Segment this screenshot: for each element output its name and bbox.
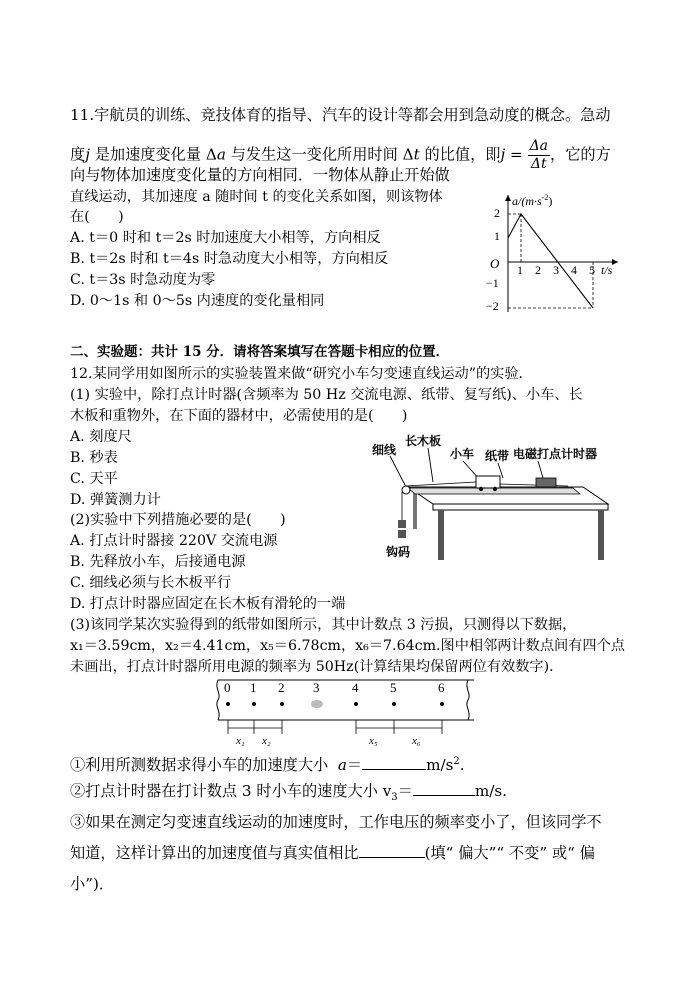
tape-dot-4 (354, 702, 358, 706)
graph-origin: O (490, 256, 500, 271)
x-tick-4: 4 (571, 263, 577, 277)
graph-ylabel: $a/(m\cdot s^{-2})$ (512, 193, 553, 208)
q12-opt2-d: D. 打点计时器应固定在长木板有滑轮的一端 (70, 596, 346, 612)
q11-option-d: D. 0～1s 和 0～5s 内速度的变化量相同 (70, 293, 325, 309)
tape-diagram (212, 676, 474, 748)
y-tick-neg1: −1 (486, 276, 499, 290)
seg-x1: x₁ (236, 735, 245, 747)
q11-line3: 向与物体加速度变化量的方向相同．一物体从静止开始做 (70, 166, 450, 184)
tape-label-3: 3 (313, 680, 320, 695)
y-tick-neg2: −2 (486, 299, 499, 313)
q11-option-c: C. t＝3s 时急动度为零 (70, 272, 216, 288)
label-board: 长木板 (405, 434, 442, 448)
q12-line2: (1) 实验中，除打点计时器(含频率为 50 Hz 交流电源、纸带、复写纸)、小车、长 (70, 387, 583, 403)
q12-part2: (2)实验中下列措施必要的是( ) (70, 512, 286, 528)
y-tick-2: 2 (494, 206, 500, 220)
label-timer: 电磁打点计时器 (513, 447, 598, 461)
q12-sub2: ②打点计时器在打计数点 3 时小车的速度大小 $v_3= m/s$. (70, 782, 507, 804)
tape-line (500, 484, 568, 486)
q11-line2: 度j 是加速度变化量 Δa 与发生这一变化所用时间 Δt 的比值，即j = $\frac{\Delta a}{\Delta t}$ ，它的方 (70, 138, 611, 172)
q11-line4: 直线运动，其加速度 a 随时间 t 的变化关系如图，则该物体 (70, 189, 443, 205)
q11-line5: 在( ) (70, 209, 124, 225)
q12-sub3-line1: ③如果在测定匀变速直线运动的加速度时，工作电压的频率变小了，但该同学不 (70, 813, 602, 831)
tape-dot-5 (392, 702, 396, 706)
tape-dot-6 (440, 702, 444, 706)
q12-opt1-d: D. 弹簧测力计 (70, 492, 161, 508)
q12-line3: 木板和重物外，在下面的器材中，必需使用的是( ) (70, 408, 408, 424)
label-tape: 纸带 (485, 449, 510, 463)
x-tick-1: 1 (517, 263, 523, 277)
q11-option-a: A. t＝0 时和 t＝2s 时加速度大小相等，方向相反 (70, 230, 381, 246)
q12-opt2-b: B. 先释放小车，后接通电源 (70, 554, 246, 570)
q12-data-line: x₁＝3.59cm，x₂＝4.41cm，x₅＝6.78cm，x₆＝7.64cm.图中相邻两计数点间有四个点 (70, 638, 625, 654)
q12-sub1: ①利用所测数据求得小车的加速度大小 $a= m/s^2$. (70, 756, 465, 775)
tape-dot-1 (252, 702, 256, 706)
tape-label-1: 1 (250, 680, 257, 695)
section-2-heading: 二、实验题：共计 15 分．请将答案填写在答题卡相应的位置． (70, 344, 450, 360)
q11-option-b: B. t＝2s 时和 t＝4s 时急动度大小相等，方向相反 (70, 251, 389, 267)
tape-label-5: 5 (390, 680, 397, 695)
guide-lines (508, 214, 593, 308)
q12-sub3-line2: 知道，这样计算出的加速度值与真实值相比 (填“ 偏大”“ 不变” 或“ 偏 (70, 844, 595, 862)
tape-dot-2 (280, 702, 284, 706)
answer-blank-acceleration[interactable] (362, 755, 426, 770)
q12-part3: (3)该同学某次实验得到的纸带如图所示，其中计数点 3 污损，只测得以下数据， (70, 617, 577, 633)
label-weight: 钩码 (386, 545, 411, 559)
table-leg-back (413, 489, 417, 529)
weight-1 (398, 520, 406, 528)
jerk-formula-fraction: $\frac{\Delta a}{\Delta t}$ (529, 138, 549, 172)
x-tick-labels (517, 263, 595, 277)
q12-part3-cont: 未画出，打点计时器所用电源的频率为 50Hz(计算结果均保留两位有效数字)． (70, 659, 564, 675)
q12-opt1-c: C. 天平 (70, 471, 118, 487)
tape-smudge-3 (311, 700, 323, 708)
q11-line1: 11.宇航员的训练、竞技体育的指导、汽车的设计等都会用到急动度的概念。急动 (70, 106, 611, 124)
x-tick-3: 3 (553, 263, 559, 277)
tape-label-2: 2 (278, 680, 285, 695)
q12-line1: 12.某同学用如图所示的实验装置来做“研究小车匀变速直线运动”的实验． (70, 366, 533, 382)
tape-dot-0 (226, 702, 230, 706)
tape-label-4: 4 (352, 680, 359, 695)
seg-x5: x₅ (369, 735, 378, 747)
string-line (406, 482, 476, 486)
label-cart: 小车 (450, 447, 475, 461)
q12-opt2-c: C. 细线必须与长木板平行 (70, 575, 232, 591)
label-string: 细线 (372, 443, 397, 457)
weight-2 (398, 530, 406, 538)
graph-xlabel: t/s (601, 263, 613, 277)
table-leg-front (438, 510, 444, 560)
q12-opt1-a: A. 刻度尺 (70, 429, 132, 445)
pulley (402, 486, 410, 494)
q12-opt1-b: B. 秒表 (70, 450, 118, 466)
seg-x2: x₂ (262, 735, 271, 747)
cart (476, 476, 500, 488)
tape-label-0: 0 (224, 680, 231, 695)
seg-x6: x₆ (412, 735, 421, 747)
q12-opt2-a: A. 打点计时器接 220V 交流电源 (70, 533, 278, 549)
answer-blank-velocity[interactable] (413, 781, 475, 796)
timer (536, 478, 556, 487)
x-tick-2: 2 (535, 263, 541, 277)
x-tick-5: 5 (589, 263, 595, 277)
table-leg-right (598, 510, 604, 560)
apparatus-diagram (368, 432, 618, 562)
answer-blank-comparison[interactable] (359, 843, 425, 858)
tape-label-6: 6 (438, 680, 445, 695)
acceleration-time-graph (478, 190, 628, 320)
y-tick-1: 1 (494, 229, 500, 243)
q12-sub3-line3: 小”)． (70, 875, 115, 893)
